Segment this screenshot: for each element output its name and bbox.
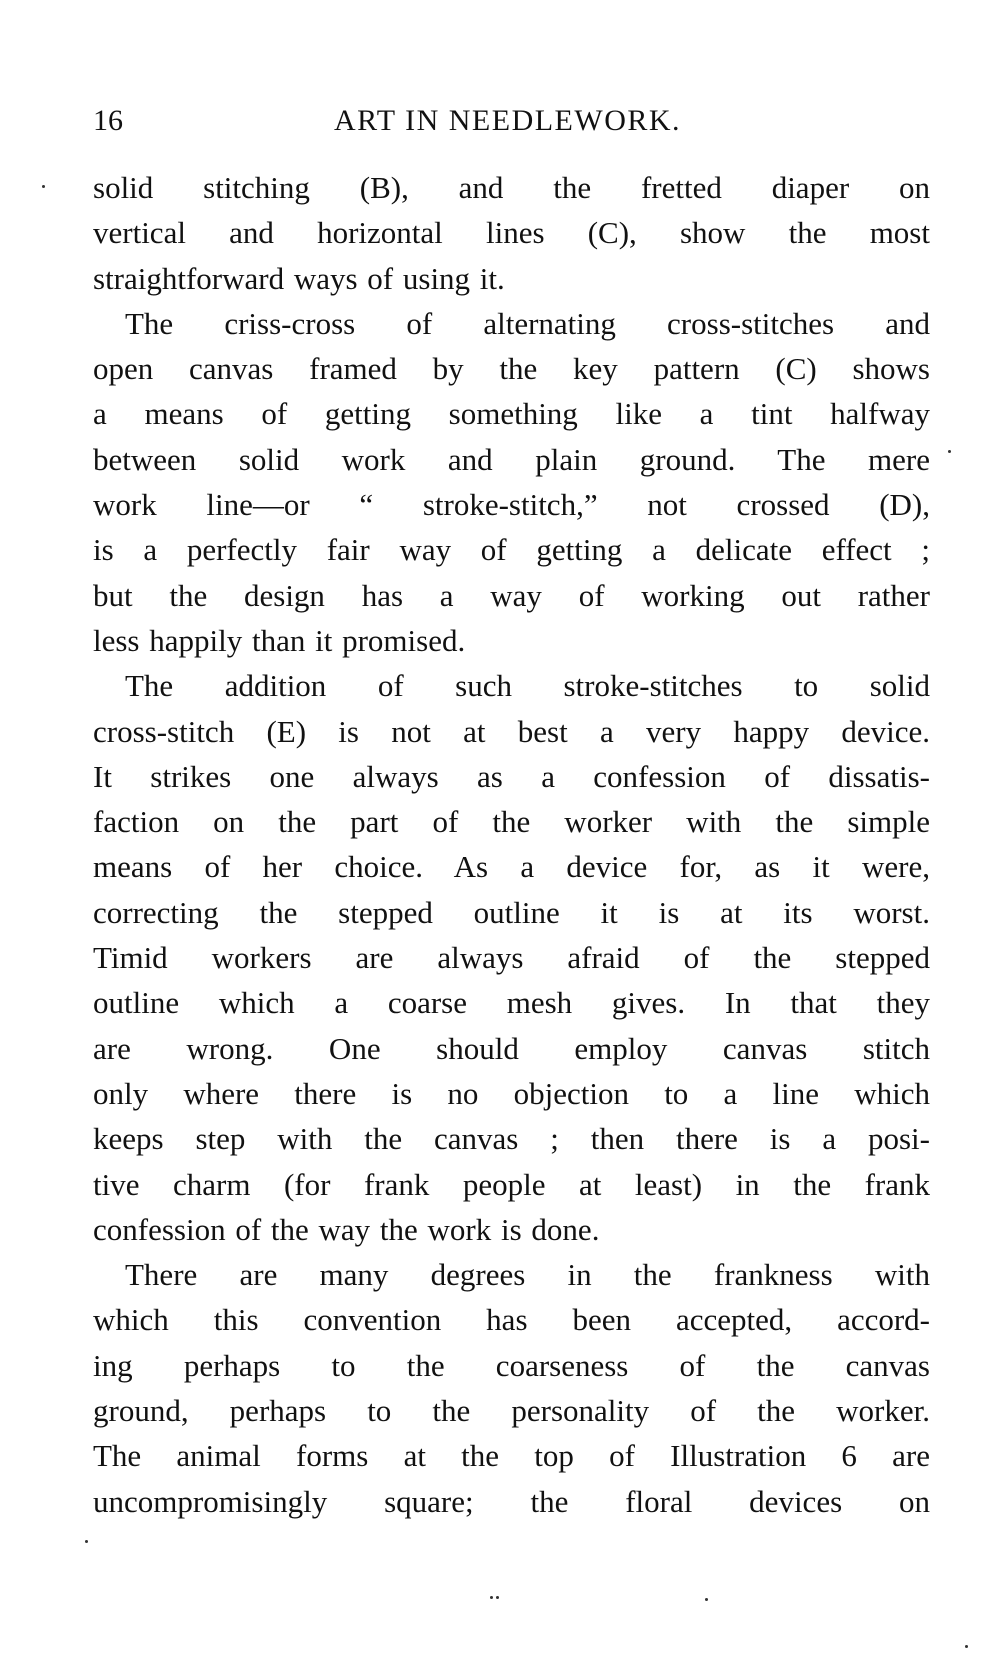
text-line: tive charm (for frank people at least) in the frank bbox=[93, 1166, 930, 1202]
scan-speck bbox=[490, 1596, 493, 1599]
text-line: a means of getting something like a tint halfway bbox=[93, 396, 930, 432]
scan-speck bbox=[705, 1598, 708, 1601]
body-text bbox=[93, 165, 930, 1524]
text-line: The addition of such stroke-stitches to solid bbox=[125, 668, 930, 704]
text-line: There are many degrees in the frankness with bbox=[125, 1257, 930, 1293]
text-line: It strikes one always as a confession of dissatis- bbox=[93, 758, 930, 794]
text-line: only where there is no objection to a line which bbox=[93, 1075, 930, 1111]
text-line: faction on the part of the worker with the simple bbox=[93, 804, 930, 840]
paragraph bbox=[93, 165, 930, 301]
text-line: less happily than it promised. bbox=[93, 622, 466, 658]
text-line: ing perhaps to the coarseness of the canvas bbox=[93, 1347, 930, 1383]
running-title: ART IN NEEDLEWORK. bbox=[333, 104, 682, 137]
paragraph bbox=[93, 663, 930, 1252]
text-line: keeps step with the canvas ; then there is a posi- bbox=[93, 1121, 930, 1157]
text-line: work line—or “ stroke-stitch,” not crossed (D), bbox=[93, 487, 930, 523]
text-line: is a perfectly fair way of getting a delicate effect ; bbox=[93, 532, 930, 568]
text-line: The animal forms at the top of Illustration 6 are bbox=[93, 1438, 930, 1474]
scan-speck bbox=[42, 185, 45, 188]
text-line: open canvas framed by the key pattern (C) shows bbox=[93, 351, 930, 387]
scan-speck bbox=[948, 450, 951, 453]
text-line: which this convention has been accepted, accord- bbox=[93, 1302, 930, 1338]
scan-speck bbox=[85, 1540, 88, 1543]
text-line: but the design has a way of working out rather bbox=[93, 577, 930, 613]
text-line: correcting the stepped outline it is at its worst. bbox=[93, 894, 930, 930]
text-line: confession of the way the work is done. bbox=[93, 1211, 600, 1247]
text-line: are wrong. One should employ canvas stitch bbox=[93, 1030, 930, 1066]
text-line: Timid workers are always afraid of the stepped bbox=[93, 940, 930, 976]
text-line: ground, perhaps to the personality of the worker. bbox=[93, 1393, 930, 1429]
text-line: uncompromisingly square; the floral devices on bbox=[93, 1483, 930, 1519]
page-number: 16 bbox=[93, 104, 123, 137]
scan-speck bbox=[496, 1596, 499, 1599]
paragraph bbox=[93, 301, 930, 663]
scan-speck bbox=[965, 1645, 968, 1648]
text-line: straightforward ways of using it. bbox=[93, 260, 505, 296]
text-line: vertical and horizontal lines (C), show the most bbox=[93, 215, 930, 251]
text-line: solid stitching (B), and the fretted diaper on bbox=[93, 170, 930, 205]
text-line: between solid work and plain ground. The mere bbox=[93, 441, 930, 477]
text-line: outline which a coarse mesh gives. In that they bbox=[93, 985, 930, 1021]
paragraph bbox=[93, 1252, 930, 1524]
text-line: The criss-cross of alternating cross-stitches and bbox=[125, 305, 930, 341]
text-line: means of her choice. As a device for, as it were, bbox=[93, 849, 930, 885]
text-line: cross-stitch (E) is not at best a very happy device. bbox=[93, 713, 930, 749]
